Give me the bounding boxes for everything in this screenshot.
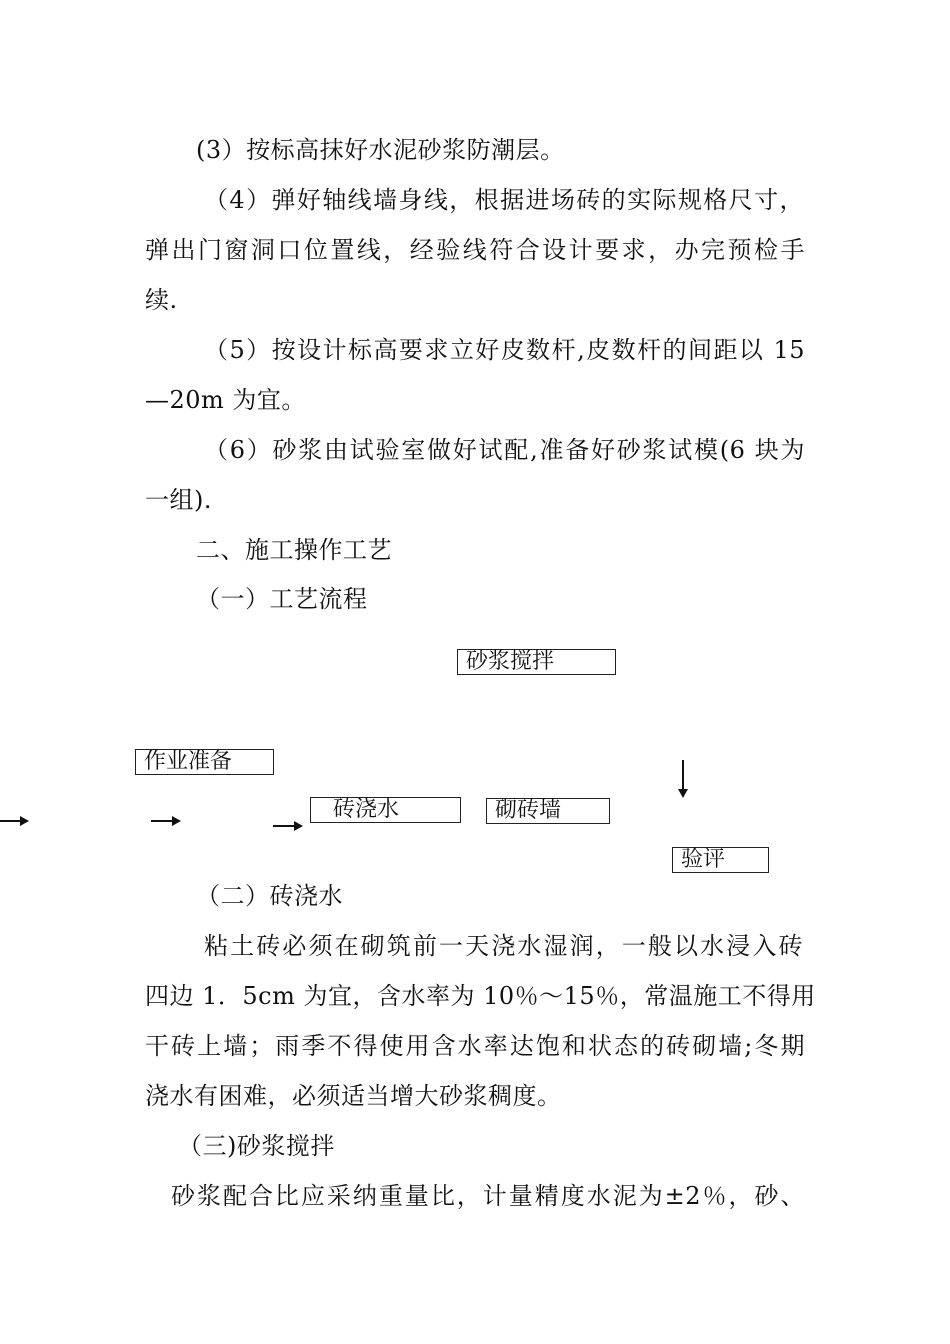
brick-para-line-3: 干砖上墙；雨季不得使用含水率达饱和状态的砖砌墙;冬期 xyxy=(145,1032,805,1060)
flow-arrow-right-icon xyxy=(0,816,29,826)
para-4-line-3: 续. xyxy=(145,286,178,314)
para-6-line-2: 一组). xyxy=(145,486,212,514)
para-4-line-2: 弹出门窗洞口位置线，经验线符合设计要求，办完预检手 xyxy=(145,236,805,264)
para-6-line-1: （6）砂浆由试验室做好试配,准备好砂浆试模(6 块为 xyxy=(204,436,805,464)
para-5-line-1: （5）按设计标高要求立好皮数杆,皮数杆的间距以 15 xyxy=(204,336,805,364)
para-5-line-2: —20m 为宜。 xyxy=(145,386,306,414)
para-3: (3）按标高抹好水泥砂浆防潮层。 xyxy=(196,136,565,164)
flow-box-inspection: 验评 xyxy=(672,847,769,873)
flow-arrow-right-icon xyxy=(151,816,181,826)
para-4-line-1: （4）弹好轴线墙身线，根据进场砖的实际规格尺寸， xyxy=(204,186,804,214)
subheading-brick-watering: （二）砖浇水 xyxy=(196,882,343,910)
brick-para-line-2: 四边 1．5cm 为宜，含水率为 10％～15％，常温施工不得用 xyxy=(145,982,816,1010)
section-heading-2: 二、施工操作工艺 xyxy=(196,536,392,564)
flow-arrow-right-icon xyxy=(273,821,303,831)
subheading-process-flow: （一）工艺流程 xyxy=(196,585,368,613)
flow-box-brick-watering: 砖浇水 xyxy=(310,797,461,823)
flow-box-work-prep: 作业准备 xyxy=(135,749,274,775)
brick-para-line-4: 浇水有困难，必须适当增大砂浆稠度。 xyxy=(145,1082,562,1110)
flow-box-mortar-mixing: 砂浆搅拌 xyxy=(457,649,616,675)
mortar-para-line-1: 砂浆配合比应采纳重量比，计量精度水泥为±2％，砂、 xyxy=(171,1182,805,1210)
flow-box-brick-wall: 砌砖墙 xyxy=(486,798,610,824)
subheading-mortar-mixing: （三)砂浆搅拌 xyxy=(178,1132,335,1160)
brick-para-line-1: 粘土砖必须在砌筑前一天浇水湿润，一般以水浸入砖 xyxy=(204,932,803,960)
flow-arrow-down-icon xyxy=(678,760,688,798)
